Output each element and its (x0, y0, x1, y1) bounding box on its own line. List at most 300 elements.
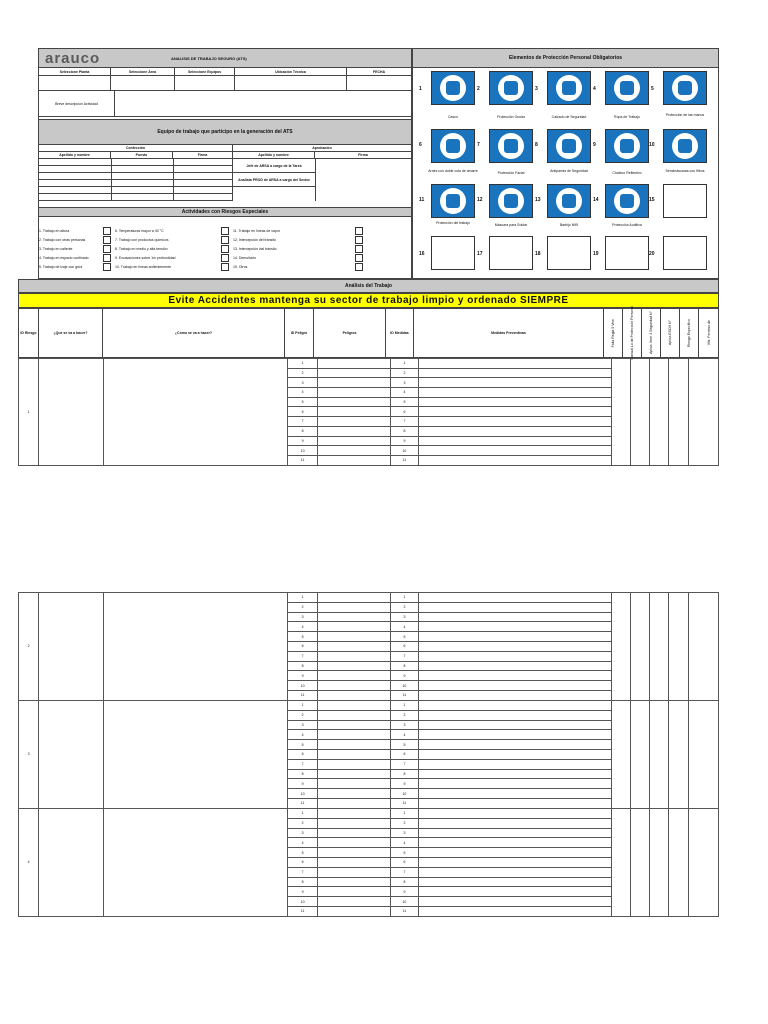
table-header (18, 308, 719, 358)
risk-item: 13. Intercepción vial tránsito (233, 247, 277, 251)
input-cell[interactable] (688, 359, 718, 466)
risk-checkbox[interactable] (355, 227, 363, 235)
epp-caption: Protección de las manos (665, 113, 705, 117)
epp-number: 13 (535, 197, 541, 203)
input-cell[interactable] (317, 368, 390, 378)
input-cell[interactable] (317, 661, 390, 671)
input-cell[interactable] (419, 710, 611, 720)
epp-number: 8 (535, 142, 538, 148)
peligro-id: 1 (288, 809, 317, 819)
epp-empty-slot[interactable] (663, 236, 707, 270)
risk-item: 9. Excavaciones sobre 1m profundidad (115, 256, 176, 260)
risk-checkbox[interactable] (103, 236, 111, 244)
input-cell[interactable] (104, 593, 288, 701)
input-cell[interactable] (650, 593, 669, 701)
helmet-icon (431, 71, 475, 105)
input-cell[interactable] (611, 593, 630, 701)
medida-id: 6 (390, 407, 418, 417)
th-vertical: Riesgo Específico (687, 318, 691, 347)
input-cell[interactable] (419, 818, 611, 828)
peligro-id: 10 (288, 897, 317, 907)
epp-number: 18 (535, 251, 541, 257)
team-col-firma-2: Firma (358, 153, 368, 157)
risk-item: 7. Trabajo con productos químicos (115, 238, 169, 242)
input-cell[interactable] (419, 769, 611, 779)
input-cell[interactable] (611, 359, 630, 466)
medida-id: 11 (390, 906, 418, 916)
input-cell[interactable] (419, 720, 611, 730)
arauco-logo: arauco (45, 50, 101, 67)
th-medidas: Medidas Preventivas (414, 309, 604, 357)
th-vertical: Manual Lo de Protección Personal (630, 306, 634, 360)
input-cell[interactable] (611, 809, 630, 917)
input-cell[interactable] (104, 359, 288, 466)
epp-number: 5 (651, 86, 654, 92)
risk-item: 15. Otros (233, 265, 248, 269)
analista-label: Analista PROD de ARSA a cargo del Sector (233, 173, 315, 187)
input-cell[interactable] (419, 828, 611, 838)
input-cell[interactable] (317, 730, 390, 740)
peligro-id: 2 (288, 368, 317, 378)
input-cell[interactable] (419, 906, 611, 916)
input-cell[interactable] (419, 730, 611, 740)
input-cell[interactable] (317, 809, 390, 819)
input-cell[interactable] (650, 809, 669, 917)
risk-checkbox[interactable] (355, 254, 363, 262)
epp-caption: Protección Facial (497, 171, 525, 175)
input-cell[interactable] (669, 701, 688, 809)
input-cell[interactable] (419, 701, 611, 711)
team-grid[interactable] (39, 159, 411, 201)
risk-checkbox[interactable] (103, 254, 111, 262)
epp-empty-slot[interactable] (663, 184, 707, 218)
th-como: ¿Cómo se va a hacer? (103, 309, 285, 357)
medida-id: 6 (390, 857, 418, 867)
input-cell[interactable] (419, 798, 611, 808)
risk-item: 10. Trabajo en líneas ardientemente (115, 265, 172, 269)
medida-id: 6 (390, 641, 418, 651)
input-cell[interactable] (419, 690, 611, 700)
peligro-id: 3 (288, 720, 317, 730)
peligro-id: 8 (288, 661, 317, 671)
input-cell[interactable] (688, 809, 718, 917)
risk-item: 6. Temperaturas mayor a 40 °C (115, 229, 164, 233)
analysis-block (18, 358, 719, 466)
peligro-id: 8 (288, 877, 317, 887)
input-cell[interactable] (317, 710, 390, 720)
peligro-id: 8 (288, 426, 317, 436)
epp-number: 14 (593, 197, 599, 203)
medida-id: 6 (390, 749, 418, 759)
peligro-id: 11 (288, 455, 317, 465)
risk-item: 1. Trabajo en altura (39, 229, 70, 233)
input-cell[interactable] (317, 681, 390, 691)
epp-caption: Barbijo N95 (559, 223, 579, 227)
input-cell[interactable] (317, 612, 390, 622)
medida-id: 11 (390, 455, 418, 465)
peligro-id: 1 (288, 593, 317, 603)
medida-id: 9 (390, 671, 418, 681)
input-cell[interactable] (419, 632, 611, 642)
epp-empty-slot[interactable] (431, 236, 475, 270)
medida-id: 2 (390, 818, 418, 828)
peligro-id: 1 (288, 359, 317, 369)
peligro-id: 7 (288, 417, 317, 427)
epp-caption: Calzado de Seguridad (551, 115, 587, 119)
analysis-title: Análisis del Trabajo (18, 279, 719, 293)
risk-checkbox[interactable] (221, 254, 229, 262)
peligro-id: 5 (288, 397, 317, 407)
input-cell[interactable] (419, 838, 611, 848)
medida-id: 8 (390, 661, 418, 671)
input-cell[interactable] (419, 848, 611, 858)
epp-number: 10 (649, 142, 655, 148)
input-cell[interactable] (317, 593, 390, 603)
input-cell[interactable] (611, 701, 630, 809)
epp-number: 19 (593, 251, 599, 257)
input-cell[interactable] (419, 681, 611, 691)
input-cell[interactable] (419, 887, 611, 897)
input-cell[interactable] (317, 877, 390, 887)
input-cell[interactable] (419, 740, 611, 750)
peligro-id: 9 (288, 887, 317, 897)
input-cell[interactable] (39, 593, 104, 701)
risk-checkbox[interactable] (355, 263, 363, 271)
risk-item: 12. Intercepción del tránsito (233, 238, 276, 242)
input-cell[interactable] (317, 651, 390, 661)
input-cell[interactable] (419, 397, 611, 407)
peligro-id: 7 (288, 651, 317, 661)
analysis-block (18, 808, 719, 917)
epp-number: 9 (593, 142, 596, 148)
medida-id: 1 (390, 809, 418, 819)
input-cell[interactable] (317, 818, 390, 828)
epp-caption: Máscara para Soldar (494, 223, 528, 227)
input-cell[interactable] (39, 359, 104, 466)
medida-id: 8 (390, 769, 418, 779)
peligro-id: 4 (288, 388, 317, 398)
input-cell[interactable] (419, 877, 611, 887)
th-id-peligro: ID Peligro (285, 309, 314, 357)
input-cell[interactable] (419, 759, 611, 769)
peligro-id: 3 (288, 612, 317, 622)
input-cell[interactable] (317, 359, 390, 369)
risk-item: 2. Trabajo con otras personas (39, 238, 86, 242)
input-cell[interactable] (317, 720, 390, 730)
input-cell[interactable] (419, 779, 611, 789)
medida-id: 4 (390, 388, 418, 398)
input-cell[interactable] (419, 368, 611, 378)
peligro-id: 3 (288, 828, 317, 838)
risk-checkbox[interactable] (221, 263, 229, 271)
peligro-id: 5 (288, 848, 317, 858)
input-cell[interactable] (317, 397, 390, 407)
confeccion-label: Confección (39, 145, 233, 151)
coverall-icon (605, 71, 649, 105)
table-row (19, 701, 719, 711)
input-cell[interactable] (317, 632, 390, 642)
epp-number: 3 (535, 86, 538, 92)
peligro-id: 6 (288, 749, 317, 759)
input-cell[interactable] (419, 622, 611, 632)
input-cell[interactable] (317, 848, 390, 858)
peligro-id: 2 (288, 602, 317, 612)
table-row (19, 593, 719, 603)
input-cell[interactable] (317, 701, 390, 711)
peligro-id: 4 (288, 838, 317, 848)
input-cell[interactable] (419, 671, 611, 681)
input-cell[interactable] (317, 426, 390, 436)
input-cell[interactable] (317, 857, 390, 867)
team-col-puesto: Puesto (111, 152, 173, 158)
input-cell[interactable] (317, 740, 390, 750)
medida-id: 1 (390, 593, 418, 603)
medida-id: 7 (390, 651, 418, 661)
medida-id: 5 (390, 848, 418, 858)
input-cell[interactable] (419, 897, 611, 907)
input-cell[interactable] (317, 779, 390, 789)
medida-id: 4 (390, 730, 418, 740)
input-cell[interactable] (419, 426, 611, 436)
col-area: Seleccione Área (111, 68, 175, 75)
epp-empty-slot[interactable] (547, 236, 591, 270)
risk-item: 11. Trabajo en líneas de vapor (233, 229, 281, 233)
input-cell[interactable] (317, 897, 390, 907)
risk-title: Actividades con Riesgos Especiales (39, 207, 411, 217)
input-cell[interactable] (419, 749, 611, 759)
input-cell[interactable] (317, 887, 390, 897)
form-header (38, 48, 412, 279)
input-cell[interactable] (317, 417, 390, 427)
input-cell[interactable] (630, 809, 649, 917)
block-id: 1 (19, 359, 39, 466)
risk-checkbox[interactable] (221, 236, 229, 244)
medida-id: 7 (390, 417, 418, 427)
risk-checkbox[interactable] (103, 227, 111, 235)
input-cell[interactable] (317, 378, 390, 388)
peligro-id: 9 (288, 436, 317, 446)
medida-id: 3 (390, 720, 418, 730)
input-cell[interactable] (419, 857, 611, 867)
input-cell[interactable] (630, 701, 649, 809)
peligro-id: 7 (288, 867, 317, 877)
input-cell[interactable] (317, 671, 390, 681)
input-cell[interactable] (419, 359, 611, 369)
input-cell[interactable] (669, 809, 688, 917)
input-cell[interactable] (419, 446, 611, 456)
team-sub (39, 145, 411, 152)
input-cell[interactable] (688, 593, 718, 701)
input-cell[interactable] (669, 359, 688, 466)
activity-field[interactable] (115, 91, 411, 116)
risk-checkbox[interactable] (355, 236, 363, 244)
input-cell[interactable] (317, 828, 390, 838)
epp-caption: Casco (448, 115, 458, 119)
epp-number: 12 (477, 197, 483, 203)
safety-glasses-icon (547, 129, 591, 163)
input-cell[interactable] (419, 388, 611, 398)
input-cell[interactable] (317, 759, 390, 769)
input-cell[interactable] (317, 867, 390, 877)
face-shield-icon (489, 129, 533, 163)
input-cell[interactable] (669, 593, 688, 701)
medida-id: 2 (390, 368, 418, 378)
team-col-nombre-2: Apellido y nombre (233, 152, 315, 158)
epp-number: 20 (649, 251, 655, 257)
input-cell[interactable] (317, 446, 390, 456)
form-title: ANALISIS DE TRABAJO SEGURO (ATS) (171, 56, 247, 61)
medida-id: 7 (390, 867, 418, 877)
epp-number: 16 (419, 251, 425, 257)
block-id: 2 (19, 593, 39, 701)
input-cell[interactable] (419, 809, 611, 819)
medida-id: 9 (390, 887, 418, 897)
input-cell[interactable] (419, 407, 611, 417)
input-cell[interactable] (317, 798, 390, 808)
header-values[interactable] (39, 76, 411, 91)
block-id: 4 (19, 809, 39, 917)
input-cell[interactable] (317, 436, 390, 446)
peligro-id: 4 (288, 730, 317, 740)
peligro-id: 11 (288, 690, 317, 700)
peligro-id: 6 (288, 857, 317, 867)
risk-checkbox[interactable] (221, 227, 229, 235)
risk-checkbox[interactable] (103, 245, 111, 253)
col-equipos: Seleccione Equipos (175, 68, 235, 75)
input-cell[interactable] (317, 838, 390, 848)
input-cell[interactable] (317, 622, 390, 632)
peligro-id: 6 (288, 641, 317, 651)
peligro-id: 2 (288, 818, 317, 828)
peligro-id: 10 (288, 681, 317, 691)
vest-icon (605, 129, 649, 163)
medida-id: 3 (390, 828, 418, 838)
input-cell[interactable] (419, 593, 611, 603)
medida-id: 11 (390, 798, 418, 808)
input-cell[interactable] (317, 789, 390, 799)
input-cell[interactable] (419, 651, 611, 661)
input-cell[interactable] (317, 388, 390, 398)
epp-number: 15 (649, 197, 655, 203)
medida-id: 3 (390, 612, 418, 622)
table-row (19, 359, 719, 369)
input-cell[interactable] (650, 359, 669, 466)
input-cell[interactable] (104, 809, 288, 917)
block-id: 3 (19, 701, 39, 809)
team-title: Equipo de trabajo que participo en la generación del ATS (39, 119, 411, 145)
epp-caption: Arnés con doble cola de amarre (428, 169, 478, 173)
risk-item: 3. Trabajo en caliente (39, 247, 73, 251)
peligro-id: 2 (288, 710, 317, 720)
th-vertical: Vlls. Permiso de (706, 320, 711, 346)
analysis-block (18, 700, 719, 809)
input-cell[interactable] (317, 407, 390, 417)
medida-id: 9 (390, 779, 418, 789)
epp-panel (412, 48, 719, 279)
input-cell[interactable] (104, 701, 288, 809)
table-row (19, 809, 719, 819)
risk-item: 4. Trabajo en espacio confinado (39, 256, 89, 260)
activity-label: Breve descripción Actividad (39, 91, 115, 116)
aprobacion-label: Aprobación (312, 146, 332, 150)
peligro-id: 5 (288, 740, 317, 750)
input-cell[interactable] (419, 641, 611, 651)
input-cell[interactable] (419, 661, 611, 671)
peligro-id: 10 (288, 446, 317, 456)
peligro-id: 11 (288, 906, 317, 916)
peligro-id: 6 (288, 407, 317, 417)
input-cell[interactable] (317, 749, 390, 759)
input-cell[interactable] (317, 769, 390, 779)
epp-caption: Protección Auditiva (612, 223, 642, 227)
risk-checkbox[interactable] (103, 263, 111, 271)
col-fecha: FECHA (372, 69, 386, 74)
risk-checkbox[interactable] (355, 245, 363, 253)
epp-caption: Protección del trabajo (436, 221, 470, 225)
input-cell[interactable] (317, 906, 390, 916)
epp-caption: Semimáscaras con filtros (665, 169, 705, 173)
input-cell[interactable] (317, 455, 390, 465)
peligro-id: 4 (288, 622, 317, 632)
input-cell[interactable] (419, 378, 611, 388)
input-cell[interactable] (419, 417, 611, 427)
input-cell[interactable] (419, 436, 611, 446)
peligro-id: 5 (288, 632, 317, 642)
medida-id: 8 (390, 426, 418, 436)
medida-id: 1 (390, 359, 418, 369)
th-id-riesgo: ID Riesgo (19, 309, 39, 357)
medida-id: 4 (390, 838, 418, 848)
boots-icon (547, 71, 591, 105)
medida-id: 5 (390, 632, 418, 642)
epp-empty-slot[interactable] (489, 236, 533, 270)
input-cell[interactable] (317, 602, 390, 612)
input-cell[interactable] (630, 359, 649, 466)
input-cell[interactable] (317, 641, 390, 651)
th-peligros: Peligros (314, 309, 386, 357)
dust-mask-icon (547, 184, 591, 218)
input-cell[interactable] (39, 809, 104, 917)
medida-id: 2 (390, 710, 418, 720)
input-cell[interactable] (419, 602, 611, 612)
input-cell[interactable] (419, 455, 611, 465)
medida-id: 10 (390, 446, 418, 456)
protective-suit-icon (431, 184, 475, 218)
input-cell[interactable] (630, 593, 649, 701)
peligro-id: 8 (288, 769, 317, 779)
harness-icon (431, 129, 475, 163)
input-cell[interactable] (688, 701, 718, 809)
medida-id: 2 (390, 602, 418, 612)
medida-id: 10 (390, 789, 418, 799)
peligro-id: 7 (288, 759, 317, 769)
input-cell[interactable] (419, 867, 611, 877)
epp-empty-slot[interactable] (605, 236, 649, 270)
medida-id: 1 (390, 701, 418, 711)
input-cell[interactable] (419, 612, 611, 622)
input-cell[interactable] (317, 690, 390, 700)
goggles-icon (489, 71, 533, 105)
risk-checkbox[interactable] (221, 245, 229, 253)
team-cols (39, 152, 411, 159)
peligro-id: 10 (288, 789, 317, 799)
epp-number: 17 (477, 251, 483, 257)
gloves-icon (663, 71, 707, 105)
risk-item: 8. Trabajo en medio y alta tensión (115, 247, 168, 251)
input-cell[interactable] (650, 701, 669, 809)
input-cell[interactable] (39, 701, 104, 809)
input-cell[interactable] (419, 789, 611, 799)
